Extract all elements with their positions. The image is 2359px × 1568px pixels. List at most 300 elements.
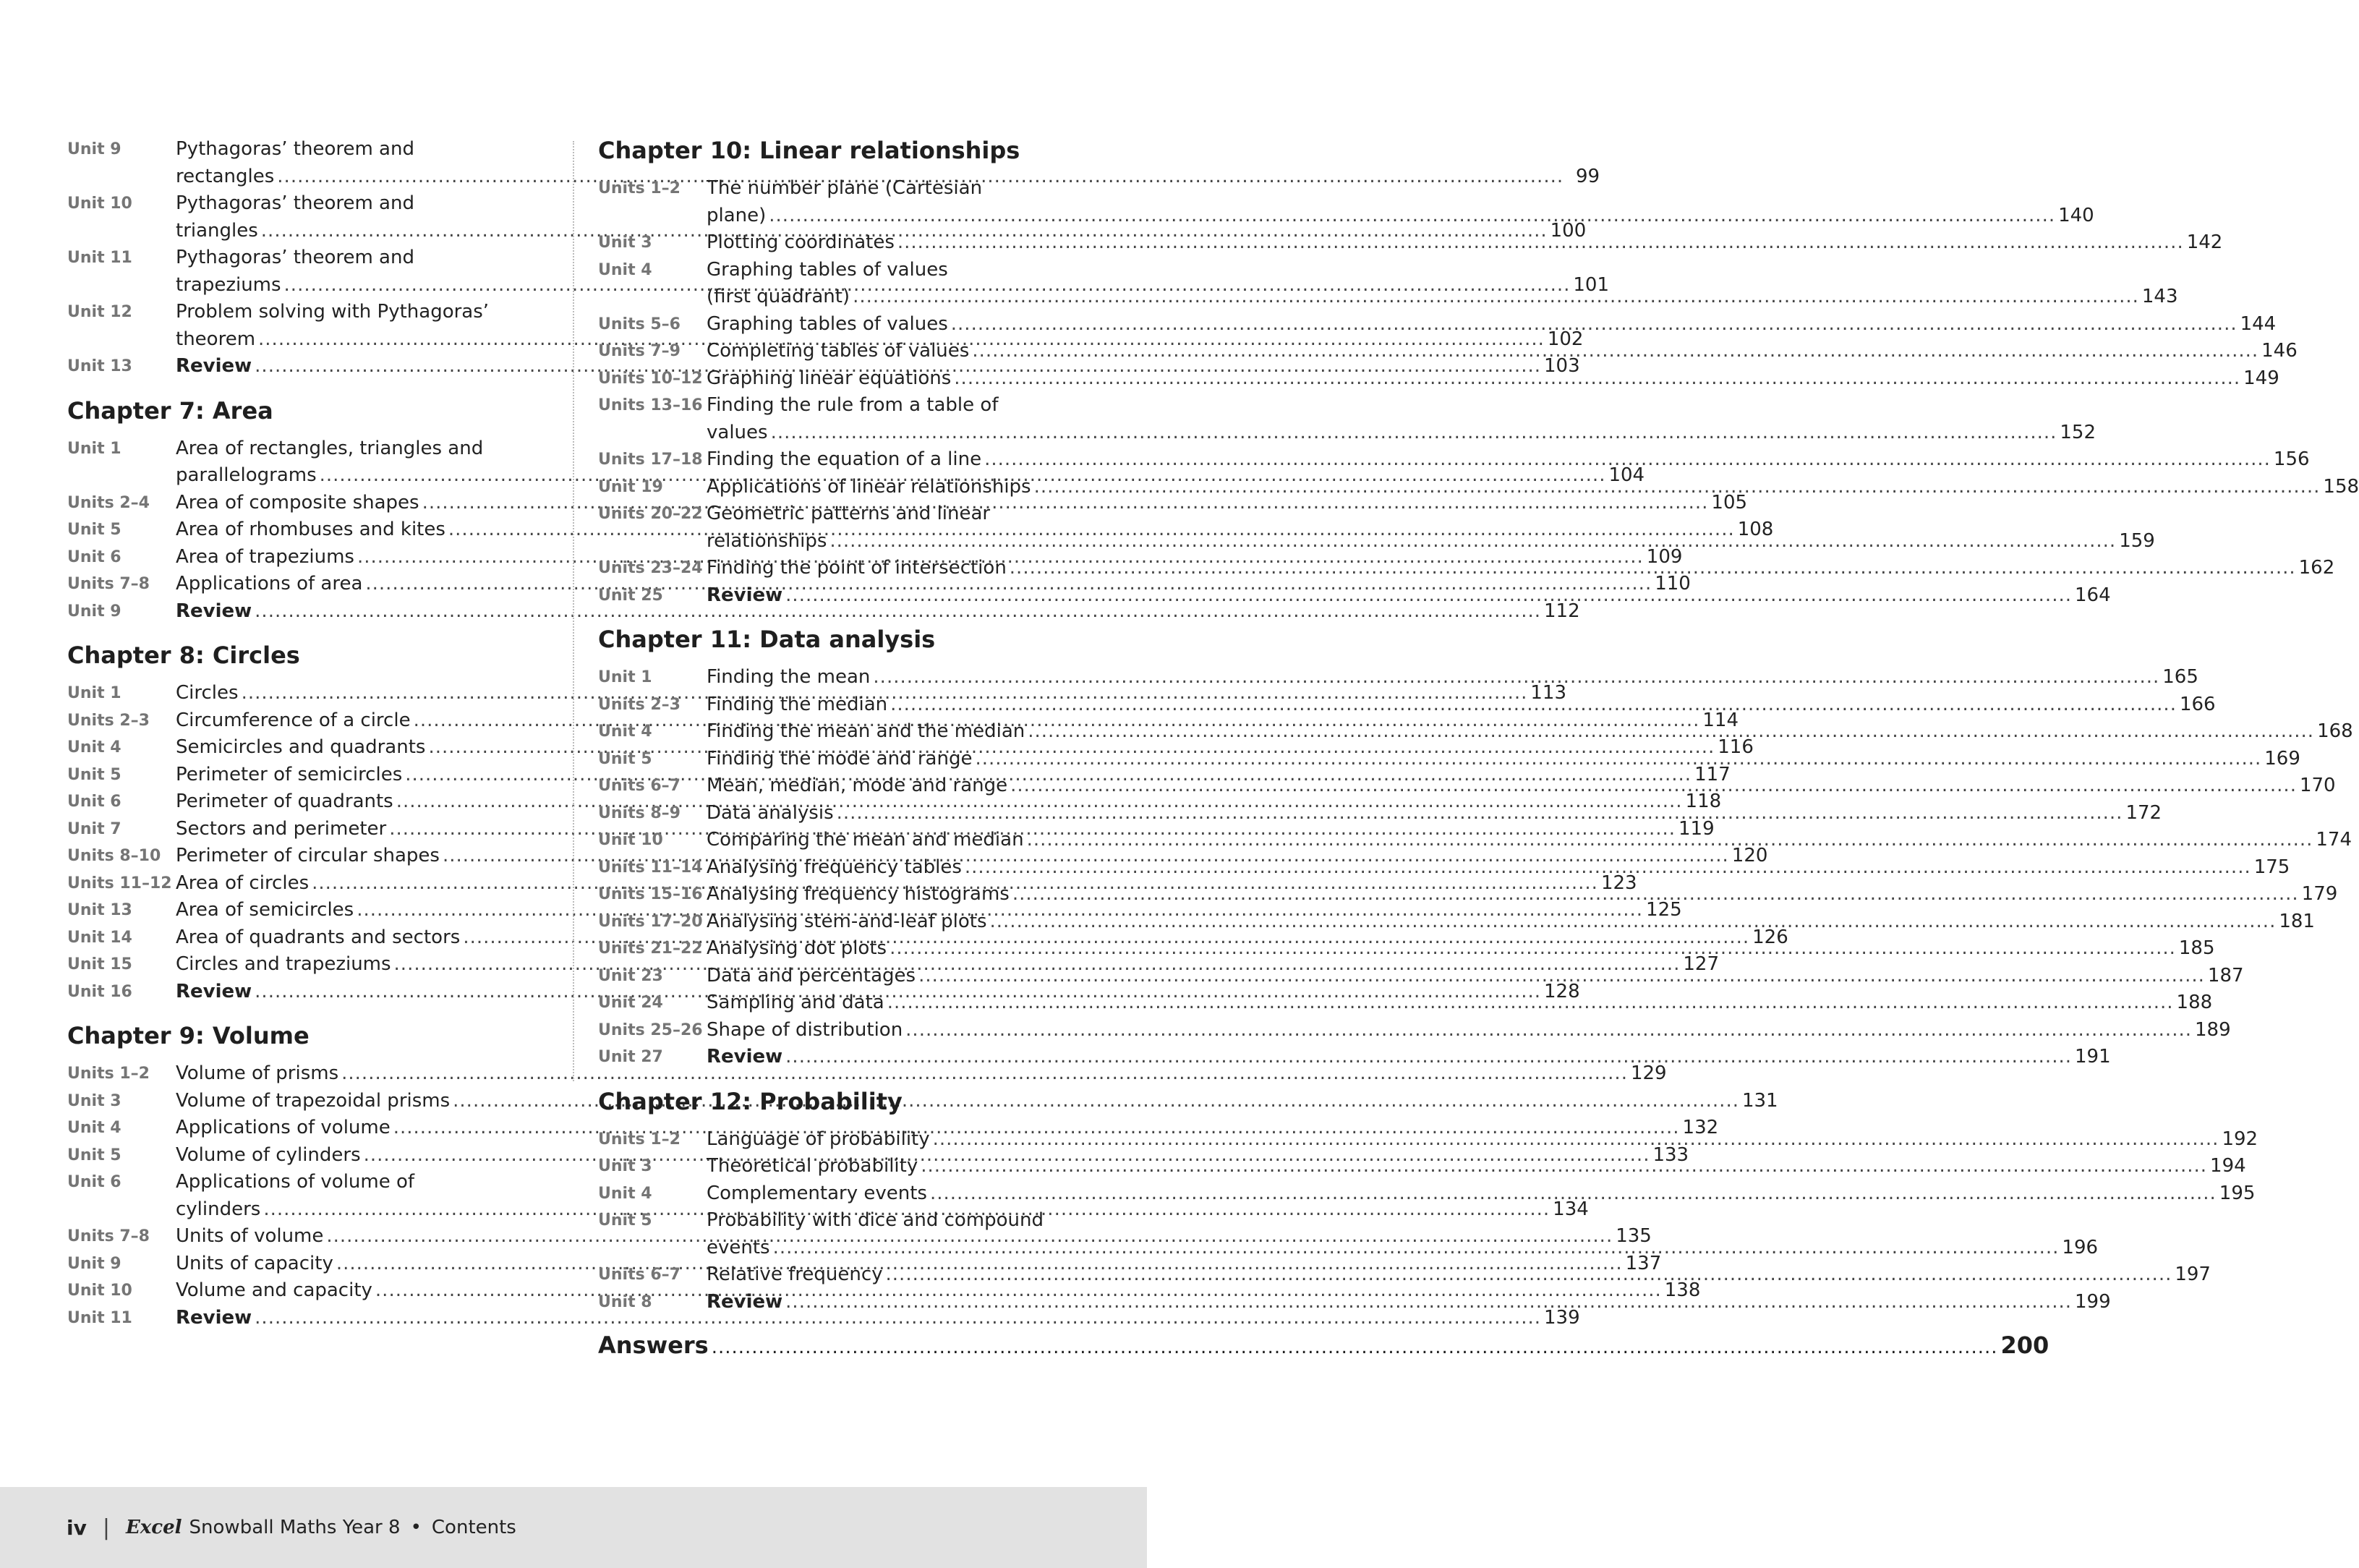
unit-label: Units 7–8 xyxy=(67,575,150,593)
entry-title-line: Area of composite shapes xyxy=(176,491,419,514)
footer-page-number: iv xyxy=(67,1515,87,1540)
unit-label: Unit 10 xyxy=(67,195,132,213)
page-number: 108 xyxy=(1737,519,1774,540)
entry-title-line: values xyxy=(707,421,768,443)
entry-title-line: Complementary events xyxy=(707,1182,927,1204)
entry-title-line: Review xyxy=(707,1046,783,1068)
entry-title-line: Shape of distribution xyxy=(707,1018,903,1041)
entry-title-line: Finding the mean and the median xyxy=(707,720,1025,742)
entry-title-line: Applications of volume xyxy=(176,1117,391,1138)
unit-label: Unit 6 xyxy=(67,793,121,811)
leader-dots xyxy=(1028,718,2314,746)
entry-title-line: Circumference of a circle xyxy=(176,709,411,731)
entry-title-line: rectangles xyxy=(176,165,275,187)
page-number: 146 xyxy=(2261,340,2298,362)
entry-title-line: Perimeter of semicircles xyxy=(176,763,403,785)
column-divider xyxy=(573,141,574,1081)
entry-title-line: Graphing tables of values xyxy=(707,258,948,281)
page-number: 156 xyxy=(2273,448,2310,470)
leader-dots xyxy=(887,989,2174,1017)
page-number: 125 xyxy=(1646,899,1682,921)
entry-title-line: Theoretical probability xyxy=(707,1155,918,1177)
leader-dots xyxy=(930,1180,2217,1208)
toc-entry[interactable] xyxy=(598,1044,2111,1071)
page-number: 195 xyxy=(2219,1182,2256,1204)
unit-label: Unit 4 xyxy=(598,723,652,741)
page-number: 187 xyxy=(2207,964,2244,987)
entry-title-line: Problem solving with Pythagoras’ xyxy=(176,301,490,323)
unit-label: Units 17–18 xyxy=(598,451,703,469)
page-number: 191 xyxy=(2074,1046,2111,1068)
unit-label: Units 7–8 xyxy=(67,1227,150,1245)
entry-title-line: Area of rhombuses and kites xyxy=(176,519,445,540)
unit-label: Units 6–7 xyxy=(598,1266,681,1284)
unit-label: Unit 15 xyxy=(67,955,132,973)
unit-label: Unit 24 xyxy=(598,994,663,1012)
toc-entry[interactable] xyxy=(598,392,2096,446)
unit-label: Unit 13 xyxy=(67,357,132,375)
unit-label: Units 17–20 xyxy=(598,912,703,931)
entry-title-line: plane) xyxy=(707,204,767,226)
entry-title-line: theorem xyxy=(176,328,256,350)
entry-title-line: Semicircles and quadrants xyxy=(176,736,426,758)
page-number: 188 xyxy=(2176,992,2213,1013)
page-number: 152 xyxy=(2060,421,2096,443)
answers-entry[interactable] xyxy=(598,1331,2049,1359)
entry-title xyxy=(707,365,2277,393)
unit-label: Units 2–3 xyxy=(67,711,150,730)
unit-label: Units 8–9 xyxy=(598,804,681,822)
entry-title-line: Graphing linear equations xyxy=(707,367,952,389)
page-number: 175 xyxy=(2253,856,2290,878)
entry-title-line: relationships xyxy=(707,529,827,552)
entry-title xyxy=(707,772,2336,800)
entry-title xyxy=(707,800,2162,827)
unit-label: Units 7–9 xyxy=(598,342,681,360)
unit-label: Units 1–2 xyxy=(598,179,681,197)
page-number: 137 xyxy=(1625,1252,1662,1274)
leader-dots xyxy=(975,746,2261,773)
page-number: 132 xyxy=(1682,1117,1719,1138)
unit-label: Unit 19 xyxy=(598,477,663,496)
page-number: 135 xyxy=(1616,1225,1652,1247)
entry-title-line: Volume of trapezoidal prisms xyxy=(176,1089,451,1112)
leader-dots xyxy=(837,800,2123,827)
answers-leader-dots xyxy=(712,1337,1998,1358)
leader-dots xyxy=(921,1153,2207,1180)
page-number: 120 xyxy=(1731,845,1768,866)
unit-label: Unit 13 xyxy=(67,901,132,919)
page-number: 129 xyxy=(1630,1062,1667,1084)
entry-title xyxy=(707,1261,2211,1289)
entry-title xyxy=(707,881,2338,908)
toc-entry[interactable] xyxy=(598,664,2198,691)
page-number: 149 xyxy=(2243,367,2279,389)
entry-title-line: Completing tables of values xyxy=(707,340,970,362)
unit-label: Unit 16 xyxy=(67,982,132,1001)
entry-title-line: Review xyxy=(707,584,783,606)
entry-title-line: Volume of prisms xyxy=(176,1062,339,1084)
unit-label: Unit 5 xyxy=(598,749,652,768)
page-number: 162 xyxy=(2298,557,2335,579)
leader-dots xyxy=(965,854,2251,882)
page-number: 144 xyxy=(2240,312,2277,335)
page-number: 102 xyxy=(1547,328,1584,350)
entry-title-line: Comparing the mean and median xyxy=(707,829,1024,851)
entry-title-line: Sectors and perimeter xyxy=(176,817,387,840)
unit-label: Units 13–16 xyxy=(598,396,703,414)
unit-label: Units 1–2 xyxy=(598,1130,681,1149)
leader-dots xyxy=(954,365,2240,393)
leader-dots xyxy=(1012,881,2299,908)
answers-page: 200 xyxy=(2000,1331,2049,1359)
entry-title xyxy=(707,718,2353,746)
entry-title xyxy=(707,257,2178,311)
page-number: 196 xyxy=(2062,1236,2099,1258)
entry-title-line: Analysing dot plots xyxy=(707,937,887,959)
leader-dots xyxy=(785,582,2072,610)
page-number: 185 xyxy=(2178,937,2215,959)
unit-label: Unit 5 xyxy=(67,1146,121,1164)
entry-title-line: Data analysis xyxy=(707,801,834,824)
page-number: 179 xyxy=(2301,883,2338,905)
entry-title-line: Applications of volume of xyxy=(176,1171,415,1193)
unit-label: Unit 12 xyxy=(67,303,132,321)
leader-dots xyxy=(897,229,2184,257)
entry-title-line: Perimeter of quadrants xyxy=(176,791,393,812)
unit-label: Unit 9 xyxy=(67,1254,121,1273)
entry-title xyxy=(707,1289,2111,1316)
entry-title-line: Probability with dice and compound xyxy=(707,1209,1044,1231)
page-number: 118 xyxy=(1685,791,1722,812)
entry-title-line: Perimeter of circular shapes xyxy=(176,845,440,866)
entry-title-line: Finding the rule from a table of xyxy=(707,394,999,416)
leader-dots xyxy=(972,338,2258,365)
unit-label: Unit 4 xyxy=(67,1119,121,1137)
page-number: 123 xyxy=(1600,872,1637,894)
unit-label: Unit 3 xyxy=(598,1157,652,1175)
entry-title xyxy=(707,311,2277,338)
page-number: 126 xyxy=(1752,926,1788,948)
unit-label: Unit 9 xyxy=(67,140,121,158)
unit-label: Unit 6 xyxy=(67,1173,121,1191)
unit-label: Unit 8 xyxy=(598,1292,652,1311)
page-number: 165 xyxy=(2162,666,2198,688)
page-number: 110 xyxy=(1655,573,1691,595)
entry-title-line: Finding the equation of a line xyxy=(707,448,982,470)
entry-title xyxy=(707,827,2352,854)
entry-title-line: Mean, median, mode and range xyxy=(707,775,1008,796)
leader-dots xyxy=(890,691,2177,719)
entry-title-line: cylinders xyxy=(176,1198,261,1220)
page-number: 103 xyxy=(1543,355,1580,377)
entry-title-line: Geometric patterns and linear xyxy=(707,503,991,524)
entry-title-line: parallelograms xyxy=(176,464,317,486)
page-number: 143 xyxy=(2141,286,2178,307)
entry-title-line: Relative frequency xyxy=(707,1264,883,1285)
entry-title-line: Language of probability xyxy=(707,1128,930,1150)
entry-title-line: Applications of area xyxy=(176,573,363,595)
leader-dots xyxy=(905,1017,2192,1044)
footer-section: Contents xyxy=(431,1517,516,1538)
entry-title xyxy=(707,1180,2256,1208)
entry-title-line: Review xyxy=(707,1290,783,1313)
toc-entry[interactable] xyxy=(598,311,2277,338)
page-number: 181 xyxy=(2279,910,2315,932)
unit-label: Unit 5 xyxy=(598,1211,652,1230)
entry-title xyxy=(707,1207,2099,1261)
entry-title-line: Area of semicircles xyxy=(176,899,354,921)
leader-dots xyxy=(773,1235,2060,1262)
unit-label: Unit 4 xyxy=(598,1184,652,1203)
page-footer xyxy=(0,1487,1147,1568)
unit-label: Unit 9 xyxy=(67,602,121,621)
unit-label: Units 21–22 xyxy=(598,939,703,958)
entry-title xyxy=(707,1044,2111,1071)
page-number: 133 xyxy=(1652,1143,1689,1166)
entry-title-line: Review xyxy=(176,1306,252,1329)
entry-title xyxy=(707,746,2298,773)
entry-title xyxy=(707,229,2223,257)
page-number: 104 xyxy=(1608,464,1645,486)
toc-entry[interactable] xyxy=(67,1060,1667,1088)
leader-dots xyxy=(1027,827,2313,854)
unit-label: Unit 5 xyxy=(67,765,121,784)
entry-title xyxy=(707,963,2244,990)
page-number: 166 xyxy=(2179,693,2216,715)
leader-dots xyxy=(853,284,2139,311)
footer-separator: | xyxy=(102,1514,110,1541)
entry-title-line: Applications of linear relationships xyxy=(707,475,1031,498)
toc-entry[interactable] xyxy=(67,1305,1580,1332)
leader-dots xyxy=(886,1261,2172,1289)
unit-label: Unit 1 xyxy=(67,439,121,458)
unit-label: Unit 1 xyxy=(598,668,652,686)
entry-title-line: Review xyxy=(176,980,252,1002)
page-number: 134 xyxy=(1553,1198,1589,1220)
chapter-heading: Chapter 12: Probability xyxy=(598,1087,903,1115)
page-number: 117 xyxy=(1694,763,1731,785)
unit-label: Units 6–7 xyxy=(598,777,681,795)
unit-label: Units 25–26 xyxy=(598,1021,703,1039)
unit-label: Units 8–10 xyxy=(67,847,161,865)
leader-dots xyxy=(785,1044,2072,1071)
page-number: 169 xyxy=(2264,747,2300,770)
page-number: 100 xyxy=(1550,219,1587,242)
page-number: 168 xyxy=(2317,720,2353,742)
toc-entry[interactable] xyxy=(598,446,2310,474)
entry-title-line: Area of trapeziums xyxy=(176,545,354,568)
leader-dots xyxy=(829,528,2116,555)
unit-label: Units 2–4 xyxy=(67,493,150,512)
unit-label: Units 2–3 xyxy=(598,695,681,714)
page-number: 112 xyxy=(1543,600,1580,622)
entry-title xyxy=(707,582,2111,610)
page-number: 140 xyxy=(2058,204,2094,226)
unit-label: Unit 4 xyxy=(598,260,652,279)
entry-title xyxy=(707,392,2096,446)
entry-title-line: (first quadrant) xyxy=(707,286,850,307)
entry-title xyxy=(707,691,2216,719)
toc-entry[interactable] xyxy=(67,598,1580,626)
entry-title-line: Review xyxy=(176,600,252,622)
page-number: 116 xyxy=(1718,736,1754,758)
entry-title xyxy=(707,1017,2231,1044)
page-number: 197 xyxy=(2175,1264,2211,1285)
chapter-heading: Chapter 10: Linear relationships xyxy=(598,137,1020,164)
page-number: 109 xyxy=(1646,545,1683,568)
leader-dots xyxy=(1034,474,2321,501)
unit-label: Units 11–12 xyxy=(67,874,172,892)
unit-label: Unit 14 xyxy=(67,928,132,947)
entry-title-line: Finding the point of intersection xyxy=(707,557,1007,579)
entry-title-line: Graphing tables of values xyxy=(707,312,948,335)
unit-label: Units 23–24 xyxy=(598,559,703,577)
page-number: 159 xyxy=(2119,529,2155,552)
entry-title xyxy=(707,935,2215,963)
entry-title-line: Pythagoras’ theorem and xyxy=(176,247,414,268)
entry-title-line: triangles xyxy=(176,219,258,242)
entry-title xyxy=(707,500,2155,555)
unit-label: Units 10–12 xyxy=(598,369,703,388)
unit-label: Unit 3 xyxy=(67,1091,121,1110)
unit-label: Unit 1 xyxy=(67,684,121,702)
page-number: 128 xyxy=(1543,980,1580,1002)
unit-label: Unit 10 xyxy=(598,831,663,849)
entry-title xyxy=(707,555,2335,582)
entry-title-line: Review xyxy=(176,355,252,377)
unit-label: Unit 23 xyxy=(598,966,663,985)
entry-title-line: Volume and capacity xyxy=(176,1279,372,1301)
leader-dots xyxy=(984,446,2271,474)
leader-dots xyxy=(890,935,2176,963)
entry-title-line: The number plane (Cartesian xyxy=(707,177,983,199)
unit-label: Unit 27 xyxy=(598,1048,663,1066)
unit-label: Unit 11 xyxy=(67,249,132,267)
unit-label: Units 11–14 xyxy=(598,858,703,877)
unit-label: Unit 7 xyxy=(67,819,121,838)
unit-label: Units 5–6 xyxy=(598,315,681,333)
entry-title xyxy=(707,908,2315,936)
unit-label: Unit 10 xyxy=(67,1282,132,1300)
leader-dots xyxy=(785,1289,2072,1316)
page-number: 199 xyxy=(2074,1290,2111,1313)
unit-label: Unit 11 xyxy=(67,1308,132,1327)
page-number: 170 xyxy=(2299,775,2336,796)
page-number: 99 xyxy=(1576,165,1600,187)
chapter-heading: Chapter 7: Area xyxy=(67,396,273,425)
entry-title xyxy=(707,338,2298,365)
chapter-heading: Chapter 11: Data analysis xyxy=(598,626,936,653)
toc-entry[interactable] xyxy=(598,1017,2231,1044)
page-number: 164 xyxy=(2074,584,2111,606)
page-number: 139 xyxy=(1543,1306,1580,1329)
leader-dots xyxy=(771,419,2057,447)
page-number: 113 xyxy=(1530,682,1567,704)
page-number: 192 xyxy=(2222,1128,2258,1150)
page-number: 127 xyxy=(1683,953,1719,975)
leader-dots xyxy=(1010,772,2297,800)
entry-title-line: Analysing stem-and-leaf plots xyxy=(707,910,987,932)
page-number: 131 xyxy=(1741,1089,1778,1112)
entry-title xyxy=(707,664,2196,691)
entry-title-line: Units of volume xyxy=(176,1225,324,1247)
entry-title xyxy=(707,1153,2246,1180)
leader-dots xyxy=(918,963,2205,990)
entry-title-line: Finding the mode and range xyxy=(707,747,973,770)
footer-brand: Excel xyxy=(125,1517,182,1538)
leader-dots xyxy=(873,664,2159,691)
entry-title-line: Sampling and data xyxy=(707,992,884,1013)
unit-label: Unit 25 xyxy=(598,586,663,605)
entry-title xyxy=(707,989,2213,1017)
entry-title-line: Units of capacity xyxy=(176,1252,333,1274)
entry-title-line: Finding the median xyxy=(707,693,888,715)
unit-label: Unit 5 xyxy=(67,521,121,539)
entry-title-line: Pythagoras’ theorem and xyxy=(176,192,414,214)
leader-dots xyxy=(1010,555,2296,582)
chapter-heading: Chapter 8: Circles xyxy=(67,642,300,669)
entry-title xyxy=(707,1126,2258,1154)
entry-title-line: Plotting coordinates xyxy=(707,231,895,253)
leader-dots xyxy=(933,1126,2219,1154)
entry-title-line: Circles xyxy=(176,682,239,704)
entry-title xyxy=(707,854,2290,882)
entry-title-line: Analysing frequency histograms xyxy=(707,883,1010,905)
page-number: 142 xyxy=(2186,231,2223,253)
unit-label: Unit 6 xyxy=(67,547,121,566)
unit-label: Unit 4 xyxy=(67,738,121,757)
page-number: 194 xyxy=(2210,1155,2246,1177)
toc-entry[interactable] xyxy=(598,1180,2256,1208)
entry-title-line: Analysing frequency tables xyxy=(707,856,962,878)
page-number: 172 xyxy=(2125,801,2162,824)
entry-title xyxy=(707,175,2094,229)
page-number: 105 xyxy=(1711,491,1748,514)
footer-bullet: • xyxy=(410,1517,422,1538)
page-number: 138 xyxy=(1664,1279,1701,1301)
entry-title-line: Volume of cylinders xyxy=(176,1143,361,1166)
entry-title-line: Area of rectangles, triangles and xyxy=(176,437,484,459)
entry-title-line: Data and percentages xyxy=(707,964,916,987)
entry-title-line: Pythagoras’ theorem and xyxy=(176,138,414,160)
entry-title-line: events xyxy=(707,1236,770,1258)
leader-dots xyxy=(769,203,2055,230)
page-number: 174 xyxy=(2316,829,2352,851)
leader-dots xyxy=(951,311,2238,338)
page-number: 158 xyxy=(2323,475,2359,498)
entry-title-line: Area of quadrants and sectors xyxy=(176,926,461,948)
page-number: 119 xyxy=(1678,817,1715,840)
leader-dots xyxy=(990,908,2277,936)
entry-title-line: Finding the mean xyxy=(707,666,871,688)
entry-title-line: Area of circles xyxy=(176,872,310,894)
entry-title-line: trapeziums xyxy=(176,273,281,296)
answers-label: Answers xyxy=(598,1331,709,1359)
footer-book-title: Snowball Maths Year 8 xyxy=(189,1517,401,1538)
unit-label: Units 15–16 xyxy=(598,885,703,903)
unit-label: Units 20–22 xyxy=(598,505,703,523)
unit-label: Unit 3 xyxy=(598,234,652,252)
entry-title xyxy=(707,446,2310,474)
page-number: 101 xyxy=(1573,273,1609,296)
entry-title-line: Circles and trapeziums xyxy=(176,953,391,975)
page-number: 114 xyxy=(1702,709,1739,731)
entry-title xyxy=(707,474,2359,501)
chapter-heading: Chapter 9: Volume xyxy=(67,1022,310,1049)
unit-label: Units 1–2 xyxy=(67,1065,150,1083)
page-number: 189 xyxy=(2194,1018,2231,1041)
